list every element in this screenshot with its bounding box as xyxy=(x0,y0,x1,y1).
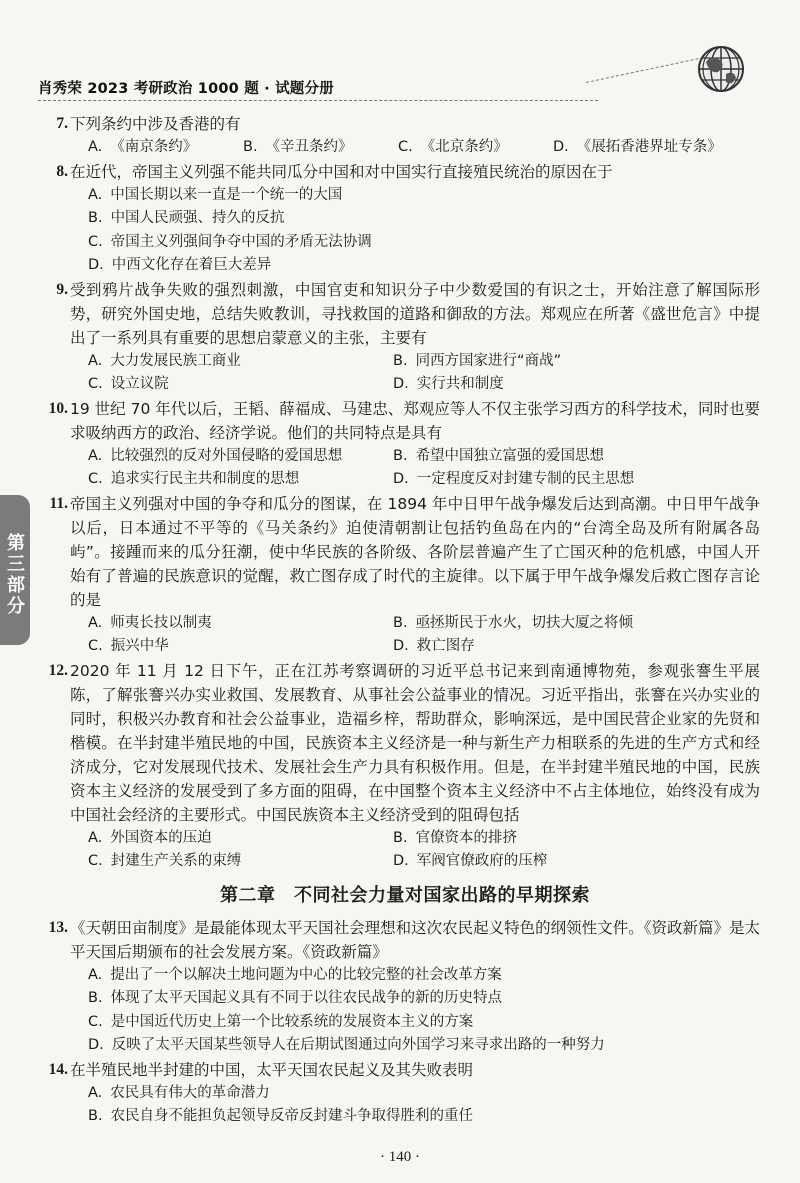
option-text: 是中国近代历史上第一个比较系统的发展资本主义的方案 xyxy=(110,1013,474,1030)
running-header xyxy=(38,74,678,100)
option-letter: D. xyxy=(553,139,569,155)
options-list xyxy=(70,964,760,1058)
option-letter: A. xyxy=(88,186,103,203)
option-letter: D. xyxy=(393,471,409,487)
option-letter: C. xyxy=(88,233,103,250)
option-item xyxy=(88,1105,760,1129)
question-stem: 《天朝田亩制度》是最能体现太平天国社会理想和这次农民起义特色的纲领性文件。《资政新篇》是太平天国后期颁布的社会发展方案。《资政新篇》 xyxy=(70,918,760,961)
option-text: 同西方国家进行“商战” xyxy=(415,352,562,369)
option-item xyxy=(88,635,393,659)
question-number: 11. xyxy=(49,494,68,512)
option-letter: B. xyxy=(393,614,408,631)
option-text: 中西文化存在着巨大差异 xyxy=(111,257,272,273)
option-letter: B. xyxy=(393,829,408,846)
question-group-1 xyxy=(48,112,760,874)
option-letter: B. xyxy=(88,210,103,226)
option-letter: B. xyxy=(393,352,408,369)
question-item xyxy=(56,112,760,160)
option-letter: A. xyxy=(88,352,103,369)
option-text: 《南京条约》 xyxy=(110,139,198,155)
option-letter: D. xyxy=(88,1037,104,1053)
option-text: 一定程度反对封建专制的民主思想 xyxy=(416,471,635,487)
option-text: 比较强烈的反对外国侵略的爱国思想 xyxy=(110,447,343,464)
option-item xyxy=(88,850,393,874)
options-list xyxy=(70,184,760,278)
option-text: 中国长期以来一直是一个统一的大国 xyxy=(110,186,343,203)
option-text: 提出了一个以解决土地问题为中心的比较完整的社会改革方案 xyxy=(110,966,502,983)
option-text: 军阀官僚政府的压榨 xyxy=(416,853,548,869)
option-item xyxy=(88,1082,760,1106)
option-item xyxy=(88,612,393,636)
option-text: 《辛丑条约》 xyxy=(265,139,353,155)
option-letter: C. xyxy=(398,139,413,155)
question-stem: 在半殖民地半封建的中国，太平天国农民起义及其失败表明 xyxy=(70,1060,474,1079)
question-stem: 下列条约中涉及香港的有 xyxy=(70,115,241,133)
options-list xyxy=(70,350,760,397)
option-text: 农民具有伟大的革命潜力 xyxy=(110,1084,270,1101)
option-text: 体现了太平天国起义具有不同于以往农民战争的新的历史特点 xyxy=(110,990,503,1006)
option-item xyxy=(88,373,393,397)
question-item xyxy=(56,278,760,397)
option-letter: D. xyxy=(393,853,409,869)
option-text: 中国人民顽强、持久的反抗 xyxy=(110,210,285,226)
option-text: 外国资本的压迫 xyxy=(110,829,212,846)
option-item xyxy=(88,350,393,374)
header-slope-line xyxy=(586,57,704,83)
question-number: 13. xyxy=(48,918,68,936)
option-letter: B. xyxy=(88,990,103,1006)
option-item xyxy=(393,635,698,659)
option-text: 追求实行民主共和制度的思想 xyxy=(110,471,300,487)
option-text: 师夷长技以制夷 xyxy=(110,614,212,631)
option-item xyxy=(88,254,760,278)
options-list xyxy=(70,1082,760,1129)
option-letter: C. xyxy=(88,1013,103,1030)
question-item xyxy=(48,916,760,1058)
option-text: 帝国主义列强间争夺中国的矛盾无法协调 xyxy=(110,233,372,250)
option-item xyxy=(88,1034,760,1058)
option-text: 振兴中华 xyxy=(110,638,169,654)
question-number: 9. xyxy=(56,280,68,298)
options-list xyxy=(70,827,760,874)
option-text: 反映了太平天国某些领导人在后期试图通过向外国学习来寻求出路的一种努力 xyxy=(111,1037,605,1053)
page-number: · 140 · xyxy=(380,1149,420,1165)
option-letter: C. xyxy=(88,853,103,869)
option-item xyxy=(88,184,760,208)
option-letter: A. xyxy=(88,139,103,155)
question-item xyxy=(48,659,760,874)
question-stem: 帝国主义列强对中国的争夺和瓜分的图谋，在 1894 年中日甲午战争爆发后达到高潮。中日甲午战争以后，日本通过不平等的《马关条约》迫使清朝割让包括钓鱼岛在内的“台湾全岛及所有附属各岛屿”。接踵而来的瓜分狂潮，使中华民族的各阶级、各阶层普遍产生了亡国灭种的危机感，中国人开始有了普遍的民族意识的觉醒，救亡图存成了时代的主旋律。以下属于甲午战争爆发后救亡图存言论的是 xyxy=(70,494,760,609)
options-list xyxy=(70,136,760,160)
question-number: 14. xyxy=(48,1060,68,1078)
option-text: 设立议院 xyxy=(110,376,169,392)
option-text: 希望中国独立富强的爱国思想 xyxy=(415,447,605,464)
option-letter: D. xyxy=(393,376,409,392)
option-text: 《北京条约》 xyxy=(420,139,508,155)
option-letter: C. xyxy=(88,638,103,654)
question-item xyxy=(48,1058,760,1129)
question-number: 12. xyxy=(48,661,68,679)
option-letter: D. xyxy=(393,638,409,654)
option-item xyxy=(393,468,698,492)
question-number: 10. xyxy=(48,399,68,417)
option-item xyxy=(393,445,698,469)
option-item xyxy=(393,373,698,397)
option-letter: B. xyxy=(243,139,258,155)
option-letter: A. xyxy=(88,447,103,464)
chapter-heading: 第二章 不同社会力量对国家出路的早期探索 xyxy=(220,884,590,906)
option-item xyxy=(393,850,698,874)
option-item xyxy=(88,987,760,1011)
option-text: 官僚资本的排挤 xyxy=(415,829,518,846)
option-letter: C. xyxy=(88,376,103,392)
option-item xyxy=(88,827,393,851)
question-list xyxy=(48,112,760,1129)
options-list xyxy=(70,612,760,659)
option-text: 《展拓香港界址专条》 xyxy=(576,139,722,155)
globe-icon xyxy=(696,44,746,94)
option-letter: B. xyxy=(88,1108,103,1124)
option-letter: A. xyxy=(88,1084,103,1101)
option-item xyxy=(553,136,753,160)
option-letter: D. xyxy=(88,257,104,273)
option-item xyxy=(243,136,398,160)
section-tab-label: 第三部分 xyxy=(7,533,25,617)
option-letter: A. xyxy=(88,829,103,846)
question-group-2 xyxy=(48,916,760,1129)
book-title: 肖秀荣 2023 考研政治 1000 题 · 试题分册 xyxy=(38,81,334,97)
question-stem: 19 世纪 70 年代以后，王韬、薛福成、马建忠、郑观应等人不仅主张学习西方的科学技术，同时也要求吸纳西方的政治、经济学说。他们的共同特点是具有 xyxy=(70,399,760,442)
option-letter: B. xyxy=(393,447,408,464)
question-stem: 2020 年 11 月 12 日下午，正在江苏考察调研的习近平总书记来到南通博物苑，参观张謇生平展陈，了解张謇兴办实业救国、发展教育、从事社会公益事业的情况。习近平指出，张謇在兴办实业的同时，积极兴办教育和社会公益事业，造福乡梓，帮助群众，影响深远，是中国民营企业家的先贤和楷模。在半封建半殖民地的中国，民族资本主义经济是一种与新生产力相联系的先进的生产方式和经济成分，它对发展现代技术、发展社会生产力具有积极作用。但是，在半封建半殖民地的中国，民族资本主义经济的发展受到了多方面的阻碍，在中国整个资本主义经济中不占主体地位，始终没有成为中国社会经济的主要形式。中国民族资本主义经济受到的阻碍包括 xyxy=(70,661,760,824)
option-item xyxy=(88,1011,760,1035)
option-item xyxy=(88,445,393,469)
options-list xyxy=(70,445,760,492)
option-item xyxy=(393,612,698,636)
option-item xyxy=(88,207,760,231)
option-letter: C. xyxy=(88,471,103,487)
option-item xyxy=(88,231,760,255)
option-item xyxy=(88,964,760,988)
option-item xyxy=(88,468,393,492)
option-letter: A. xyxy=(88,614,103,631)
option-text: 封建生产关系的束缚 xyxy=(110,853,242,869)
option-item xyxy=(393,350,698,374)
question-item xyxy=(49,492,760,659)
header-rule xyxy=(38,100,598,101)
question-item xyxy=(48,397,760,492)
question-item xyxy=(56,160,760,278)
question-number: 7. xyxy=(56,115,68,132)
option-text: 实行共和制度 xyxy=(416,376,504,392)
question-stem: 在近代，帝国主义列强不能共同瓜分中国和对中国实行直接殖民统治的原因在于 xyxy=(70,162,613,181)
option-item xyxy=(398,136,553,160)
option-text: 亟拯斯民于水火，切扶大厦之将倾 xyxy=(415,614,634,631)
question-number: 8. xyxy=(56,162,68,180)
option-text: 农民自身不能担负起领导反帝反封建斗争取得胜利的重任 xyxy=(110,1108,474,1124)
question-stem: 受到鸦片战争失败的强烈刺激，中国官吏和知识分子中少数爱国的有识之士，开始注意了解国际形势，研究外国史地，总结失败教训，寻找救国的道路和御敌的方法。郑观应在所著《盛世危言》中提出了一系列具有重要的思想启蒙意义的主张，主要有 xyxy=(70,280,760,347)
option-text: 大力发展民族工商业 xyxy=(110,352,241,369)
option-text: 救亡图存 xyxy=(416,638,475,654)
option-item xyxy=(393,827,698,851)
option-letter: A. xyxy=(88,966,103,983)
section-side-tab xyxy=(0,495,30,645)
option-item xyxy=(88,136,243,160)
